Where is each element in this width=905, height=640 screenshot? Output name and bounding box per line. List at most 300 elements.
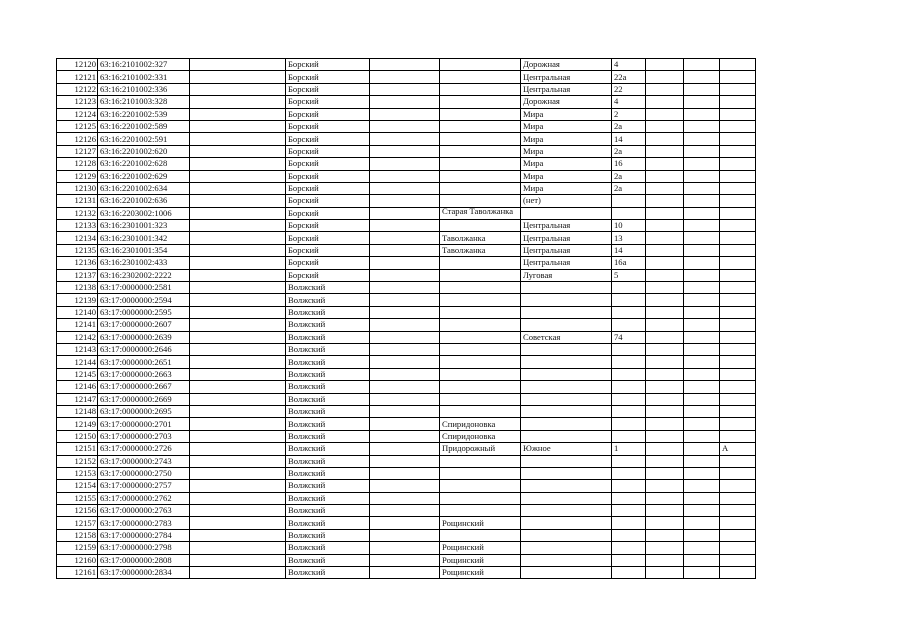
cell-blank-col [190, 170, 286, 182]
cell-row-number: 12135 [57, 244, 98, 256]
cell-blank-col-3 [646, 59, 684, 71]
cell-district: Борский [286, 257, 370, 269]
cell-locality [440, 145, 521, 157]
cell-blank-col-4 [684, 430, 720, 442]
cell-locality [440, 282, 521, 294]
cell-blank-col-4 [684, 59, 720, 71]
cell-street [521, 430, 612, 442]
cell-locality [440, 120, 521, 132]
cell-locality: Рощинский [440, 517, 521, 529]
table-row [57, 343, 756, 355]
cell-row-number: 12161 [57, 567, 98, 579]
cell-locality [440, 71, 521, 83]
cell-blank-col-3 [646, 319, 684, 331]
cell-blank-col-4 [684, 418, 720, 430]
cell-blank-col-2 [370, 220, 440, 232]
cell-locality [440, 405, 521, 417]
cell-blank-col-2 [370, 306, 440, 318]
cell-house-number: 2а [612, 170, 646, 182]
cell-blank-col-3 [646, 182, 684, 194]
cell-blank-col [190, 430, 286, 442]
cell-blank-col-4 [684, 356, 720, 368]
cell-blank-col-3 [646, 207, 684, 219]
cell-blank-col [190, 158, 286, 170]
cell-blank-col-3 [646, 133, 684, 145]
cell-street [521, 542, 612, 554]
cell-district: Борский [286, 269, 370, 281]
cell-blank-col [190, 480, 286, 492]
cell-blank-col-2 [370, 567, 440, 579]
cell-cadastral-number: 63:16:2101003:328 [98, 96, 190, 108]
cell-blank-col-3 [646, 567, 684, 579]
cell-row-number: 12141 [57, 319, 98, 331]
cell-blank-col [190, 492, 286, 504]
cell-locality [440, 368, 521, 380]
cell-street: Мира [521, 170, 612, 182]
cell-district: Борский [286, 145, 370, 157]
cell-cadastral-number: 63:17:0000000:2594 [98, 294, 190, 306]
cell-locality [440, 108, 521, 120]
cell-blank-col [190, 505, 286, 517]
cell-district: Борский [286, 120, 370, 132]
cell-letter [720, 207, 756, 219]
cell-cadastral-number: 63:16:2301002:433 [98, 257, 190, 269]
cell-locality [440, 455, 521, 467]
cell-row-number: 12128 [57, 158, 98, 170]
cell-blank-col-2 [370, 120, 440, 132]
cell-letter [720, 467, 756, 479]
cell-blank-col-3 [646, 120, 684, 132]
cell-letter [720, 343, 756, 355]
table-row [57, 443, 756, 455]
table-row [57, 232, 756, 244]
cell-district: Волжский [286, 467, 370, 479]
table-row [57, 282, 756, 294]
cell-letter [720, 294, 756, 306]
cell-blank-col-2 [370, 96, 440, 108]
cell-street [521, 356, 612, 368]
cell-house-number [612, 418, 646, 430]
cell-cadastral-number: 63:17:0000000:2783 [98, 517, 190, 529]
cell-locality [440, 505, 521, 517]
cell-blank-col-4 [684, 282, 720, 294]
cell-blank-col-3 [646, 554, 684, 566]
cell-house-number: 2а [612, 120, 646, 132]
cell-district: Волжский [286, 381, 370, 393]
cell-row-number: 12136 [57, 257, 98, 269]
cell-street: Центральная [521, 71, 612, 83]
cell-house-number: 10 [612, 220, 646, 232]
cell-locality [440, 306, 521, 318]
cell-blank-col-3 [646, 220, 684, 232]
cell-blank-col [190, 207, 286, 219]
table-body [57, 59, 756, 579]
cell-blank-col [190, 232, 286, 244]
cell-letter [720, 480, 756, 492]
cell-district: Волжский [286, 480, 370, 492]
cell-house-number: 14 [612, 244, 646, 256]
cell-row-number: 12127 [57, 145, 98, 157]
cell-street [521, 567, 612, 579]
cell-blank-col-4 [684, 306, 720, 318]
table-row [57, 133, 756, 145]
cell-district: Волжский [286, 505, 370, 517]
cell-cadastral-number: 63:17:0000000:2703 [98, 430, 190, 442]
cell-blank-col [190, 282, 286, 294]
table-row [57, 59, 756, 71]
cell-blank-col-3 [646, 505, 684, 517]
cell-locality [440, 83, 521, 95]
cell-blank-col-4 [684, 467, 720, 479]
cell-district: Волжский [286, 331, 370, 343]
cell-blank-col-4 [684, 542, 720, 554]
cell-blank-col-3 [646, 467, 684, 479]
cell-blank-col-4 [684, 554, 720, 566]
cell-locality [440, 158, 521, 170]
cell-row-number: 12146 [57, 381, 98, 393]
cell-locality: Таволжанка [440, 244, 521, 256]
cell-district: Борский [286, 232, 370, 244]
cell-district: Борский [286, 108, 370, 120]
cell-street: Центральная [521, 244, 612, 256]
cell-blank-col-3 [646, 418, 684, 430]
cell-blank-col-3 [646, 443, 684, 455]
cell-cadastral-number: 63:17:0000000:2581 [98, 282, 190, 294]
cell-blank-col [190, 542, 286, 554]
cell-blank-col-3 [646, 96, 684, 108]
table-row [57, 294, 756, 306]
cell-district: Волжский [286, 306, 370, 318]
table-row [57, 120, 756, 132]
cell-blank-col [190, 294, 286, 306]
cell-street: Центральная [521, 232, 612, 244]
cell-locality [440, 480, 521, 492]
table-row [57, 182, 756, 194]
cell-street [521, 467, 612, 479]
cell-blank-col-2 [370, 542, 440, 554]
cell-house-number [612, 356, 646, 368]
cell-cadastral-number: 63:17:0000000:2669 [98, 393, 190, 405]
cell-blank-col-3 [646, 145, 684, 157]
cell-blank-col [190, 405, 286, 417]
cell-letter [720, 195, 756, 207]
table-row [57, 405, 756, 417]
cell-letter [720, 430, 756, 442]
cell-district: Волжский [286, 356, 370, 368]
cell-house-number [612, 306, 646, 318]
cell-blank-col-3 [646, 244, 684, 256]
cell-street: Центральная [521, 220, 612, 232]
cell-locality: Спиридоновка [440, 430, 521, 442]
cell-blank-col-4 [684, 480, 720, 492]
cell-blank-col-3 [646, 195, 684, 207]
spreadsheet-table [56, 58, 756, 579]
cell-house-number [612, 529, 646, 541]
cell-cadastral-number: 63:17:0000000:2701 [98, 418, 190, 430]
cell-cadastral-number: 63:17:0000000:2651 [98, 356, 190, 368]
cell-blank-col-2 [370, 182, 440, 194]
cell-blank-col-3 [646, 331, 684, 343]
cell-letter [720, 59, 756, 71]
cell-blank-col-4 [684, 108, 720, 120]
cell-blank-col-3 [646, 269, 684, 281]
cell-house-number [612, 343, 646, 355]
table-row [57, 195, 756, 207]
cell-blank-col [190, 220, 286, 232]
cell-blank-col-4 [684, 319, 720, 331]
cell-house-number [612, 492, 646, 504]
cell-blank-col-2 [370, 467, 440, 479]
cell-district: Волжский [286, 455, 370, 467]
cell-blank-col-2 [370, 59, 440, 71]
cell-cadastral-number: 63:16:2101002:336 [98, 83, 190, 95]
cell-blank-col [190, 455, 286, 467]
cell-blank-col-4 [684, 529, 720, 541]
cell-letter [720, 96, 756, 108]
cell-district: Волжский [286, 319, 370, 331]
cell-blank-col-2 [370, 207, 440, 219]
cell-blank-col [190, 554, 286, 566]
cell-blank-col [190, 182, 286, 194]
cell-district: Волжский [286, 294, 370, 306]
cell-cadastral-number: 63:16:2101002:327 [98, 59, 190, 71]
cell-street: Мира [521, 120, 612, 132]
cell-house-number [612, 567, 646, 579]
cell-street: Центральная [521, 257, 612, 269]
cell-street: Дорожная [521, 59, 612, 71]
cell-house-number [612, 282, 646, 294]
cell-letter [720, 145, 756, 157]
cell-locality [440, 343, 521, 355]
cell-blank-col-2 [370, 269, 440, 281]
cell-street: Советская [521, 331, 612, 343]
cell-blank-col-4 [684, 343, 720, 355]
cell-street: Дорожная [521, 96, 612, 108]
cell-blank-col-4 [684, 158, 720, 170]
cell-cadastral-number: 63:17:0000000:2663 [98, 368, 190, 380]
table-row [57, 83, 756, 95]
cell-row-number: 12147 [57, 393, 98, 405]
cell-blank-col-2 [370, 343, 440, 355]
cell-row-number: 12160 [57, 554, 98, 566]
cell-blank-col-2 [370, 71, 440, 83]
cell-row-number: 12132 [57, 207, 98, 219]
cell-blank-col-4 [684, 443, 720, 455]
cell-house-number [612, 467, 646, 479]
cell-row-number: 12122 [57, 83, 98, 95]
cell-blank-col-2 [370, 282, 440, 294]
cell-cadastral-number: 63:16:2101002:331 [98, 71, 190, 83]
cell-street: Мира [521, 145, 612, 157]
cell-blank-col [190, 71, 286, 83]
cell-district: Борский [286, 71, 370, 83]
cell-letter [720, 529, 756, 541]
table-row [57, 257, 756, 269]
cell-cadastral-number: 63:16:2203002:1006 [98, 207, 190, 219]
cell-house-number [612, 405, 646, 417]
cell-blank-col-3 [646, 108, 684, 120]
cell-blank-col-2 [370, 517, 440, 529]
cell-row-number: 12120 [57, 59, 98, 71]
cell-row-number: 12124 [57, 108, 98, 120]
cell-district: Волжский [286, 554, 370, 566]
cell-house-number [612, 542, 646, 554]
cell-letter [720, 368, 756, 380]
cell-house-number [612, 505, 646, 517]
cell-blank-col [190, 567, 286, 579]
cell-locality [440, 170, 521, 182]
cell-locality [440, 96, 521, 108]
cell-letter [720, 381, 756, 393]
cell-cadastral-number: 63:17:0000000:2834 [98, 567, 190, 579]
cell-letter [720, 542, 756, 554]
cell-blank-col-2 [370, 319, 440, 331]
cell-blank-col-2 [370, 480, 440, 492]
cell-row-number: 12151 [57, 443, 98, 455]
cell-blank-col-4 [684, 232, 720, 244]
cell-row-number: 12153 [57, 467, 98, 479]
table-row [57, 319, 756, 331]
cell-blank-col-4 [684, 83, 720, 95]
cell-district: Волжский [286, 418, 370, 430]
cell-blank-col-4 [684, 393, 720, 405]
cell-house-number: 13 [612, 232, 646, 244]
cell-locality: Рощинский [440, 542, 521, 554]
cell-cadastral-number: 63:16:2301001:323 [98, 220, 190, 232]
cell-blank-col-3 [646, 492, 684, 504]
table-row [57, 220, 756, 232]
cell-cadastral-number: 63:17:0000000:2595 [98, 306, 190, 318]
cell-locality: Рощинский [440, 567, 521, 579]
cell-blank-col-2 [370, 430, 440, 442]
cell-cadastral-number: 63:17:0000000:2639 [98, 331, 190, 343]
cell-letter [720, 405, 756, 417]
cell-blank-col-4 [684, 492, 720, 504]
cell-district: Волжский [286, 405, 370, 417]
cell-cadastral-number: 63:17:0000000:2784 [98, 529, 190, 541]
cell-blank-col-3 [646, 405, 684, 417]
cell-cadastral-number: 63:17:0000000:2726 [98, 443, 190, 455]
cell-street [521, 368, 612, 380]
cell-locality: Рощинский [440, 554, 521, 566]
table-row [57, 269, 756, 281]
cell-blank-col-3 [646, 542, 684, 554]
cell-cadastral-number: 63:17:0000000:2757 [98, 480, 190, 492]
cell-cadastral-number: 63:16:2201002:539 [98, 108, 190, 120]
cell-row-number: 12152 [57, 455, 98, 467]
cell-street [521, 343, 612, 355]
cell-street [521, 492, 612, 504]
cell-cadastral-number: 63:17:0000000:2695 [98, 405, 190, 417]
cell-cadastral-number: 63:16:2301001:342 [98, 232, 190, 244]
cell-house-number: 2а [612, 182, 646, 194]
cell-cadastral-number: 63:16:2201002:589 [98, 120, 190, 132]
cell-house-number: 5 [612, 269, 646, 281]
cell-row-number: 12155 [57, 492, 98, 504]
cell-cadastral-number: 63:16:2201002:620 [98, 145, 190, 157]
cell-locality [440, 467, 521, 479]
cell-blank-col-2 [370, 133, 440, 145]
cell-blank-col-3 [646, 455, 684, 467]
cell-blank-col-3 [646, 282, 684, 294]
cell-letter [720, 71, 756, 83]
cell-house-number [612, 195, 646, 207]
cell-street [521, 381, 612, 393]
cell-blank-col [190, 83, 286, 95]
cell-blank-col-3 [646, 343, 684, 355]
cell-district: Борский [286, 220, 370, 232]
cell-street [521, 393, 612, 405]
cell-letter [720, 108, 756, 120]
cell-letter: А [720, 443, 756, 455]
table-row [57, 517, 756, 529]
cell-letter [720, 505, 756, 517]
cell-street [521, 319, 612, 331]
cell-cadastral-number: 63:16:2201002:634 [98, 182, 190, 194]
cell-cadastral-number: 63:16:2301001:354 [98, 244, 190, 256]
cell-blank-col-4 [684, 195, 720, 207]
cell-blank-col-3 [646, 158, 684, 170]
cell-cadastral-number: 63:17:0000000:2762 [98, 492, 190, 504]
table-row [57, 554, 756, 566]
cell-blank-col-2 [370, 368, 440, 380]
cell-street [521, 306, 612, 318]
cell-blank-col-4 [684, 120, 720, 132]
cell-row-number: 12137 [57, 269, 98, 281]
cell-blank-col [190, 195, 286, 207]
cell-blank-col-2 [370, 418, 440, 430]
cell-district: Борский [286, 195, 370, 207]
cell-district: Волжский [286, 443, 370, 455]
cell-house-number: 16а [612, 257, 646, 269]
cell-street: Центральная [521, 83, 612, 95]
cell-cadastral-number: 63:17:0000000:2667 [98, 381, 190, 393]
cell-blank-col-3 [646, 306, 684, 318]
cell-blank-col [190, 443, 286, 455]
cell-house-number: 16 [612, 158, 646, 170]
cell-letter [720, 170, 756, 182]
table-row [57, 145, 756, 157]
cell-blank-col-2 [370, 232, 440, 244]
cell-blank-col-2 [370, 158, 440, 170]
cell-street [521, 418, 612, 430]
table-row [57, 207, 756, 219]
cell-blank-col-4 [684, 269, 720, 281]
cell-letter [720, 554, 756, 566]
cell-district: Волжский [286, 542, 370, 554]
cell-blank-col-2 [370, 356, 440, 368]
table-row [57, 306, 756, 318]
cell-letter [720, 244, 756, 256]
cell-house-number [612, 294, 646, 306]
cell-row-number: 12150 [57, 430, 98, 442]
table-row [57, 71, 756, 83]
table-row [57, 244, 756, 256]
cell-blank-col-2 [370, 492, 440, 504]
cell-blank-col-4 [684, 257, 720, 269]
cell-locality [440, 269, 521, 281]
table-row [57, 430, 756, 442]
cell-house-number [612, 381, 646, 393]
cell-district: Борский [286, 207, 370, 219]
cell-row-number: 12154 [57, 480, 98, 492]
cell-house-number: 14 [612, 133, 646, 145]
cell-blank-col [190, 120, 286, 132]
cell-letter [720, 455, 756, 467]
cell-blank-col-3 [646, 480, 684, 492]
cell-blank-col [190, 257, 286, 269]
cell-letter [720, 567, 756, 579]
